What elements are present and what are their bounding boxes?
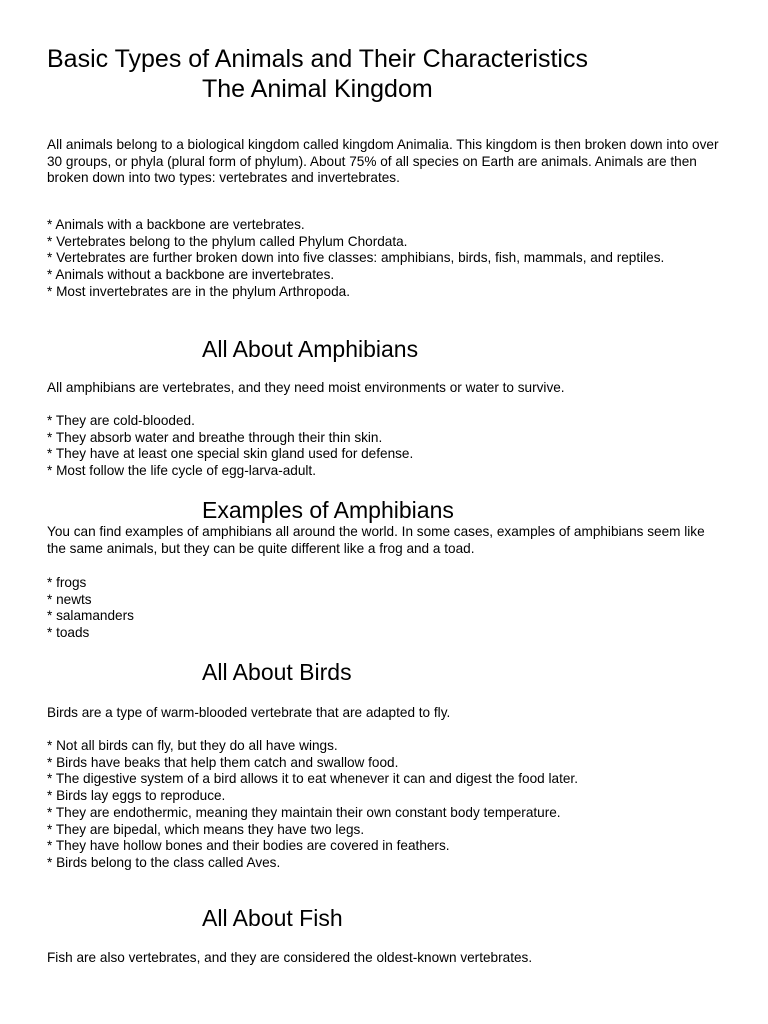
intro-bullet-list <box>47 217 727 301</box>
amphibians-bullet-list <box>47 413 727 480</box>
amphibian-examples-heading: Examples of Amphibians <box>202 497 454 523</box>
list-item: * Birds have beaks that help them catch and swallow food. <box>47 755 727 772</box>
intro-paragraph: All animals belong to a biological kingdom called kingdom Animalia. This kingdom is then broken down into over 30 groups, or phyla (plural form of phylum). About 75% of all species on Earth are animals. Animals are then broken down into two types: vertebrates and invertebrates. <box>47 137 719 186</box>
document-subtitle: The Animal Kingdom <box>202 75 433 103</box>
list-item: * toads <box>47 625 727 642</box>
fish-paragraph: Fish are also vertebrates, and they are considered the oldest-known vertebrates. <box>47 950 533 965</box>
list-item: * They absorb water and breathe through their thin skin. <box>47 430 727 447</box>
list-item: * Vertebrates are further broken down into five classes: amphibians, birds, fish, mammals, and reptiles. <box>47 250 727 267</box>
list-item: * They have hollow bones and their bodies are covered in feathers. <box>47 838 727 855</box>
birds-paragraph: Birds are a type of warm-blooded vertebrate that are adapted to fly. <box>47 705 451 720</box>
list-item: * Birds belong to the class called Aves. <box>47 855 727 872</box>
list-item: * frogs <box>47 575 727 592</box>
amphibian-examples-paragraph: You can find examples of amphibians all around the world. In some cases, examples of amphibians seem like the same animals, but they can be quite different like a frog and a toad. <box>47 524 705 556</box>
birds-bullet-list <box>47 738 727 872</box>
list-item: * Most invertebrates are in the phylum Arthropoda. <box>47 284 727 301</box>
list-item: * The digestive system of a bird allows it to eat whenever it can and digest the food later. <box>47 771 727 788</box>
birds-heading: All About Birds <box>202 659 352 685</box>
list-item: * Most follow the life cycle of egg-larva-adult. <box>47 463 727 480</box>
list-item: * Birds lay eggs to reproduce. <box>47 788 727 805</box>
list-item: * salamanders <box>47 608 727 625</box>
amphibian-examples-list <box>47 575 727 642</box>
amphibians-heading: All About Amphibians <box>202 336 419 362</box>
list-item: * They have at least one special skin gland used for defense. <box>47 446 727 463</box>
fish-heading: All About Fish <box>202 905 343 931</box>
list-item: * Not all birds can fly, but they do all have wings. <box>47 738 727 755</box>
list-item: * Animals without a backbone are invertebrates. <box>47 267 727 284</box>
list-item: * They are endothermic, meaning they maintain their own constant body temperature. <box>47 805 727 822</box>
amphibians-paragraph: All amphibians are vertebrates, and they need moist environments or water to survive. <box>47 380 565 395</box>
document-title: Basic Types of Animals and Their Characteristics <box>47 45 588 73</box>
list-item: * newts <box>47 592 727 609</box>
list-item: * They are bipedal, which means they have two legs. <box>47 822 727 839</box>
list-item: * They are cold-blooded. <box>47 413 727 430</box>
list-item: * Animals with a backbone are vertebrates. <box>47 217 727 234</box>
list-item: * Vertebrates belong to the phylum called Phylum Chordata. <box>47 234 727 251</box>
